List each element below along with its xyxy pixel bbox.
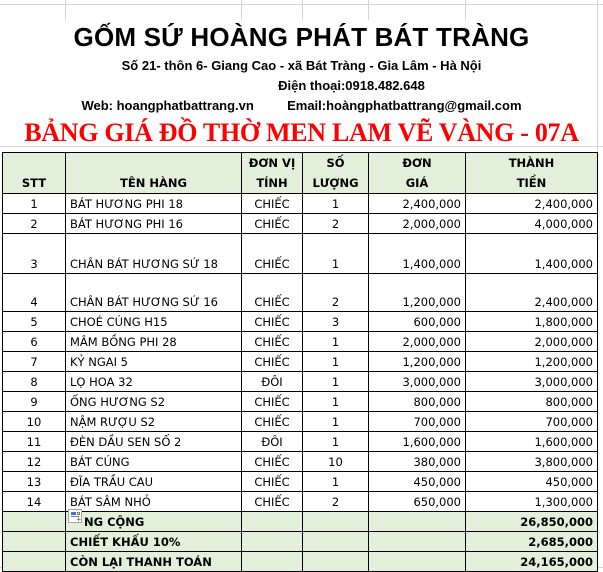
table-row (3, 492, 598, 512)
cell-qty[interactable]: 1 (303, 472, 369, 492)
company-address: Số 21- thôn 6- Giang Cao - xã Bát Tràng - Gia Lâm - Hà Nội (121, 58, 482, 73)
cell-qty[interactable]: 10 (303, 452, 369, 472)
cell-name[interactable]: BÁT HƯƠNG PHI 18 (66, 194, 242, 214)
cell-unit[interactable]: CHIẾC (242, 214, 303, 234)
cell-price[interactable]: 1,600,000 (369, 432, 466, 452)
cell-unit[interactable]: CHIẾC (242, 412, 303, 432)
cell-total[interactable]: 700,000 (466, 412, 598, 432)
table-row (3, 372, 598, 392)
col-total[interactable]: THÀNH TIỀN (466, 153, 598, 194)
cell-stt[interactable]: 14 (3, 492, 66, 512)
table-row (3, 452, 598, 472)
table-header-row (3, 153, 598, 194)
cell-stt[interactable]: 12 (3, 452, 66, 472)
cell-qty[interactable]: 1 (303, 352, 369, 372)
cell-total[interactable]: 1,800,000 (466, 312, 598, 332)
cell-unit[interactable]: CHIẾC (242, 194, 303, 214)
cell-total[interactable]: 1,300,000 (466, 492, 598, 512)
cell-stt[interactable]: 10 (3, 412, 66, 432)
table-row (3, 472, 598, 492)
cell-name[interactable]: ĐÈN DẦU SEN SỐ 2 (66, 432, 242, 452)
cell-name[interactable]: LỌ HOA 32 (66, 372, 242, 392)
gridline (241, 0, 242, 20)
cell-stt[interactable]: 1 (3, 194, 66, 214)
balance-row (3, 552, 598, 572)
quick-analysis-icon[interactable]: + (68, 509, 82, 523)
gridline (465, 0, 466, 20)
cell-price[interactable]: 2,400,000 (369, 194, 466, 214)
cell-total[interactable]: 1,200,000 (466, 352, 598, 372)
cell-price[interactable]: 800,000 (369, 392, 466, 412)
balance-label[interactable]: CÒN LẠI THANH TOÁN (66, 552, 242, 572)
cell-total[interactable]: 4,000,000 (466, 214, 598, 234)
cell-stt[interactable]: 2 (3, 214, 66, 234)
balance-value[interactable]: 24,165,000 (466, 552, 598, 572)
table-row (3, 274, 598, 312)
cell-unit[interactable]: CHIẾC (242, 274, 303, 312)
gridline (368, 0, 369, 20)
table-row (3, 234, 598, 274)
cell-total[interactable]: 3,000,000 (466, 372, 598, 392)
cell-unit[interactable]: CHIẾC (242, 472, 303, 492)
cell-unit[interactable]: CHIẾC (242, 452, 303, 472)
cell-total[interactable]: 2,000,000 (466, 332, 598, 352)
cell-price[interactable]: 1,200,000 (369, 352, 466, 372)
table-row (3, 194, 598, 214)
cell-qty[interactable]: 1 (303, 332, 369, 352)
cell-total[interactable]: 2,400,000 (466, 194, 598, 214)
cell-total[interactable]: 1,400,000 (466, 234, 598, 274)
cell-unit[interactable]: CHIẾC (242, 392, 303, 412)
cell-name[interactable]: KỶ NGAI 5 (66, 352, 242, 372)
table-row (3, 214, 598, 234)
cell-qty[interactable]: 2 (303, 214, 369, 234)
subtotal-value[interactable]: 26,850,000 (466, 512, 598, 532)
cell-name[interactable]: MÂM BỒNG PHI 28 (66, 332, 242, 352)
company-name: GỐM SỨ HOÀNG PHÁT BÁT TRÀNG (73, 22, 530, 52)
cell-name[interactable]: CHÂN BÁT HƯƠNG SỨ 16 (66, 274, 242, 312)
col-stt[interactable]: STT (3, 153, 66, 194)
cell-price[interactable]: 450,000 (369, 472, 466, 492)
table-row (3, 352, 598, 372)
cell-qty[interactable]: 1 (303, 432, 369, 452)
cell-price[interactable]: 650,000 (369, 492, 466, 512)
cell-name[interactable]: ĐĨA TRẦU CAU (66, 472, 242, 492)
price-table (2, 152, 598, 572)
table-row (3, 412, 598, 432)
price-list-title: BẢNG GIÁ ĐỒ THỜ MEN LAM VẼ VÀNG - 07A (24, 118, 579, 147)
col-price[interactable]: ĐƠN GIÁ (369, 153, 466, 194)
cell-price[interactable]: 2,000,000 (369, 214, 466, 234)
cell-qty[interactable]: 2 (303, 492, 369, 512)
cell-price[interactable]: 700,000 (369, 412, 466, 432)
cell-total[interactable]: 1,600,000 (466, 432, 598, 452)
cell-unit[interactable]: ĐÔI (242, 372, 303, 392)
cell-total[interactable]: 450,000 (466, 472, 598, 492)
cell-qty[interactable]: 1 (303, 392, 369, 412)
cell-stt[interactable]: 8 (3, 372, 66, 392)
subtotal-label[interactable]: NG CỘNG (66, 512, 242, 532)
cell-price[interactable]: 380,000 (369, 452, 466, 472)
company-contact (0, 98, 603, 113)
cell-price[interactable]: 1,400,000 (369, 234, 466, 274)
cell-total[interactable]: 800,000 (466, 392, 598, 412)
cell-stt[interactable]: 3 (3, 234, 66, 274)
cell-stt[interactable]: 6 (3, 332, 66, 352)
cell-name[interactable]: BÁT CÚNG (66, 452, 242, 472)
discount-label[interactable]: CHIẾT KHẤU 10% (66, 532, 242, 552)
cell-qty[interactable]: 2 (303, 274, 369, 312)
cell-qty[interactable]: 1 (303, 412, 369, 432)
company-email: Email:hoàngphatbattrang@gmail.com (287, 98, 522, 113)
subtotal-row (3, 512, 598, 532)
cell-qty[interactable]: 1 (303, 372, 369, 392)
cell-qty[interactable]: 1 (303, 234, 369, 274)
cell-total[interactable]: 3,800,000 (466, 452, 598, 472)
cell-name[interactable]: BÁT SÂM NHỎ (66, 492, 242, 512)
table-row (3, 432, 598, 452)
company-phone: Điện thoại:0918.482.648 (278, 78, 425, 93)
cell-unit[interactable]: CHIẾC (242, 492, 303, 512)
cell-stt[interactable]: 7 (3, 352, 66, 372)
cell-qty[interactable]: 3 (303, 312, 369, 332)
gridline (65, 0, 66, 20)
table-row (3, 332, 598, 352)
discount-row (3, 532, 598, 552)
cell-price[interactable]: 2,000,000 (369, 332, 466, 352)
cell-unit[interactable]: CHIẾC (242, 332, 303, 352)
cell-name[interactable]: ỐNG HƯƠNG S2 (66, 392, 242, 412)
company-web: Web: hoangphatbattrang.vn (81, 98, 254, 113)
cell-unit[interactable]: CHIẾC (242, 352, 303, 372)
cell-price[interactable]: 600,000 (369, 312, 466, 332)
cell-name[interactable]: BÁT HƯƠNG PHI 16 (66, 214, 242, 234)
cell-unit[interactable]: CHIẾC (242, 312, 303, 332)
col-qty[interactable]: SỐ LƯỢNG (303, 153, 369, 194)
cell-stt[interactable]: 11 (3, 432, 66, 452)
cell-stt[interactable]: 4 (3, 274, 66, 312)
cell-name[interactable]: CHÂN BÁT HƯƠNG SỨ 18 (66, 234, 242, 274)
col-unit[interactable]: ĐƠN VỊ TÍNH (242, 153, 303, 194)
cell-total[interactable]: 2,400,000 (466, 274, 598, 312)
cell-stt[interactable]: 5 (3, 312, 66, 332)
table-row (3, 392, 598, 412)
cell-price[interactable]: 3,000,000 (369, 372, 466, 392)
cell-stt[interactable]: 13 (3, 472, 66, 492)
col-name[interactable]: TÊN HÀNG (66, 153, 242, 194)
cell-price[interactable]: 1,200,000 (369, 274, 466, 312)
cell-name[interactable]: CHOÉ CÚNG H15 (66, 312, 242, 332)
gridline (302, 0, 303, 20)
cell-unit[interactable]: CHIẾC (242, 234, 303, 274)
cell-unit[interactable]: ĐÔI (242, 432, 303, 452)
table-row (3, 312, 598, 332)
cell-stt[interactable]: 9 (3, 392, 66, 412)
cell-name[interactable]: NẬM RƯỢU S2 (66, 412, 242, 432)
cell-qty[interactable]: 1 (303, 194, 369, 214)
discount-value[interactable]: 2,685,000 (466, 532, 598, 552)
